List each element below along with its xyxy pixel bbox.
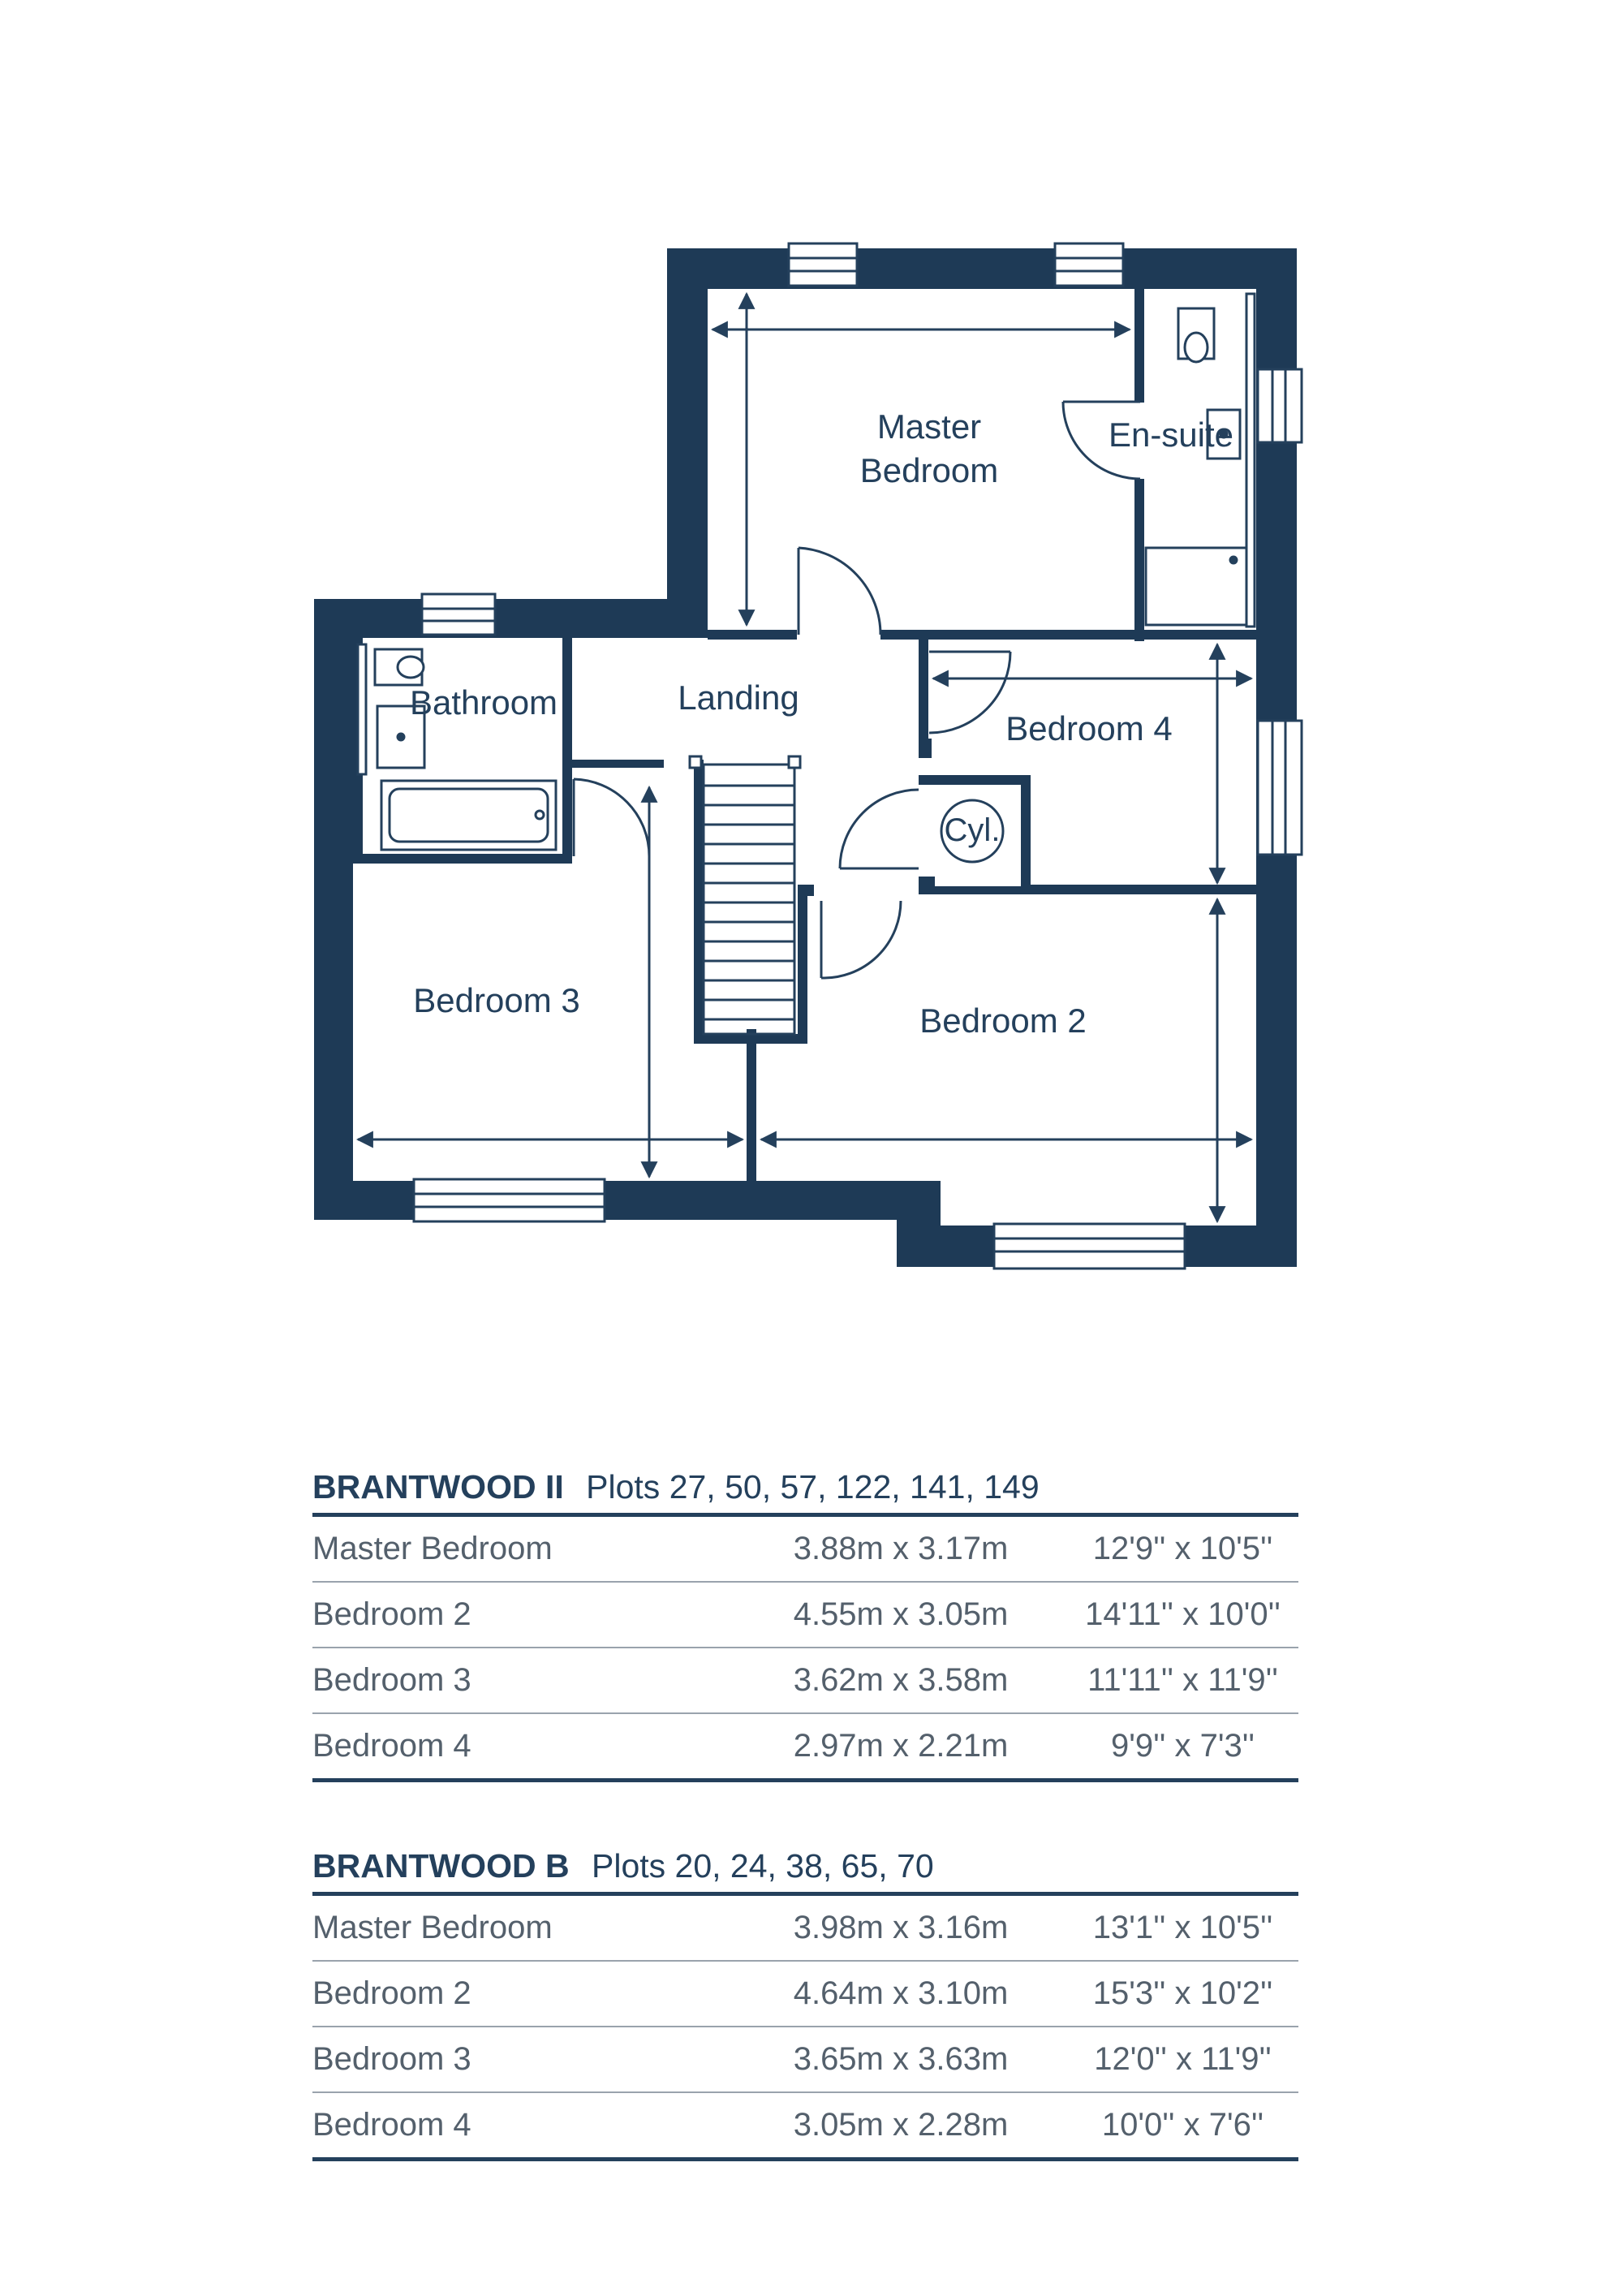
table-row [312,1712,1298,1778]
imperial-size: 15'3'' x 10'2'' [1092,1975,1273,2011]
house-type-name: BRANTWOOD B [312,1847,570,1885]
dimensions-table [312,1892,1298,2161]
schedule-title [312,1461,1298,1513]
imperial-size: 11'11'' x 11'9'' [1087,1662,1278,1698]
window [994,1224,1185,1269]
room-name: Bedroom 3 [312,1662,471,1698]
label-master-bedroom-line1: Master [876,407,982,446]
plot-list: Plots 20, 24, 38, 65, 70 [591,1847,934,1885]
sanitaryware [358,294,1255,850]
imperial-size: 12'9'' x 10'5'' [1092,1531,1273,1566]
imperial-size: 13'1'' x 10'5'' [1092,1910,1273,1945]
schedule-brantwood-ii [312,1461,1298,1782]
label-master-bedroom-line2: Bedroom [859,451,999,489]
table-row [312,1896,1298,1960]
label-bedroom2: Bedroom 2 [919,1002,1087,1040]
metric-size: 3.62m x 3.58m [793,1662,1009,1698]
room-name: Bedroom 4 [312,1728,471,1764]
metric-size: 4.64m x 3.10m [793,1975,1009,2011]
metric-size: 2.97m x 2.21m [793,1728,1009,1764]
table-row [312,1581,1298,1647]
label-bathroom: Bathroom [409,683,558,722]
label-bedroom4: Bedroom 4 [1005,709,1173,747]
room-name: Master Bedroom [312,1910,553,1945]
window [422,594,495,635]
metric-size: 4.55m x 3.05m [793,1596,1009,1632]
table-row [312,2026,1298,2091]
schedule-brantwood-b [312,1840,1298,2161]
schedule-title [312,1840,1298,1892]
imperial-size: 14'11'' x 10'0'' [1085,1596,1281,1632]
window [1258,721,1302,855]
room-name: Bedroom 2 [312,1975,471,2011]
metric-size: 3.98m x 3.16m [793,1910,1009,1945]
window [414,1179,605,1221]
house-type-name: BRANTWOOD II [312,1468,564,1506]
table-row [312,1517,1298,1581]
room-name: Master Bedroom [312,1531,553,1566]
label-ensuite: En-suite [1108,416,1234,454]
outer-walls [314,248,1297,1267]
room-name: Bedroom 3 [312,2041,471,2077]
table-row [312,1960,1298,2026]
table-row [312,2091,1298,2157]
window [1258,369,1302,442]
imperial-size: 10'0'' x 7'6'' [1101,2107,1264,2143]
plot-list: Plots 27, 50, 57, 122, 141, 149 [586,1468,1040,1506]
label-landing: Landing [678,678,799,717]
metric-size: 3.88m x 3.17m [793,1531,1009,1566]
room-name: Bedroom 4 [312,2107,471,2143]
staircase [690,756,800,1034]
table-row [312,1647,1298,1712]
room-name: Bedroom 2 [312,1596,471,1632]
imperial-size: 12'0'' x 11'9'' [1094,2041,1272,2077]
metric-size: 3.65m x 3.63m [793,2041,1009,2077]
label-cylinder: Cyl. [944,812,1001,848]
windows [414,243,1302,1269]
metric-size: 3.05m x 2.28m [793,2107,1009,2143]
window [789,243,857,286]
imperial-size: 9'9'' x 7'3'' [1110,1728,1255,1764]
dimensions-table [312,1513,1298,1782]
window [1055,243,1123,286]
label-bedroom3: Bedroom 3 [413,981,580,1019]
